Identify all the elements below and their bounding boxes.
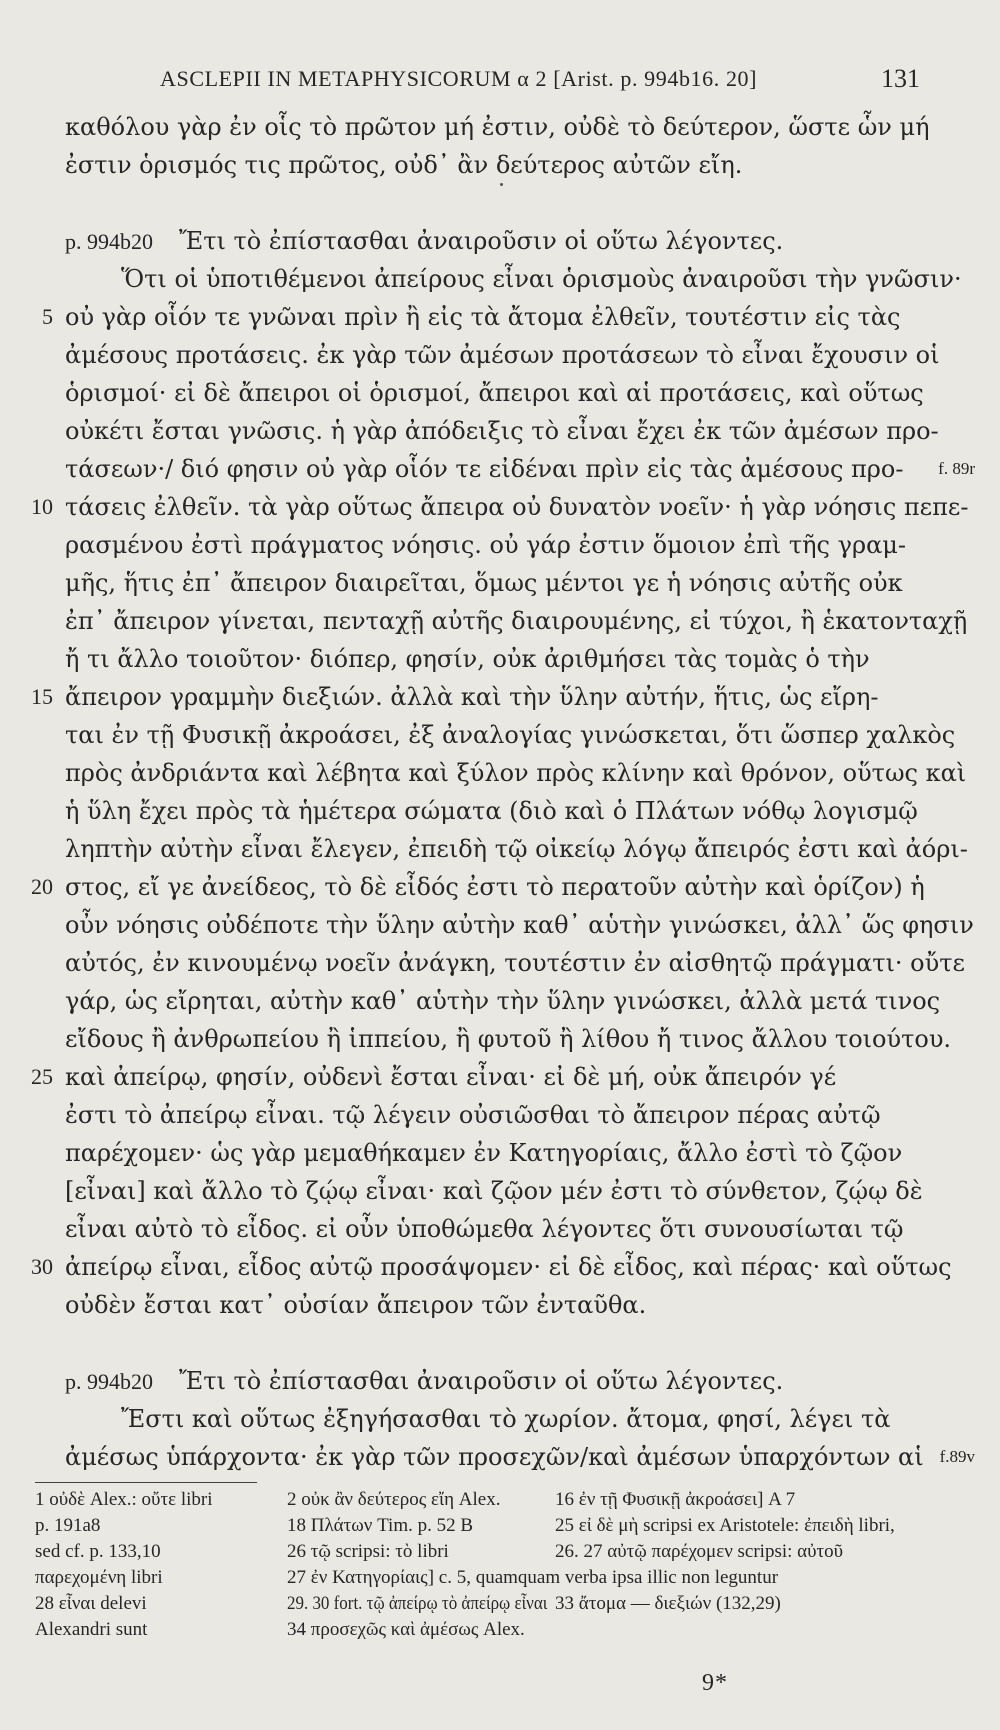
footnote-entry: 34 προσεχῶς καὶ ἀμέσως Alex. (287, 1619, 525, 1640)
running-header (160, 66, 920, 102)
text-line (65, 1134, 905, 1172)
line-text: τάσεων·/ διό φησιν οὐ γὰρ οἷόν τε εἰδέναι πρὶν εἰς τὰς ἀμέσους προ- (65, 455, 904, 483)
line-text: μῆς, ἥτις ἐπ᾽ ἄπειρον διαιρεῖται, ὅμως μέντοι γε ἡ νόησις αὐτῆς οὐκ (65, 569, 903, 597)
footnote-entry: p. 191a8 (35, 1515, 101, 1536)
footnote-line (35, 1565, 915, 1591)
line-text: στος, εἴ γε ἀνείδεος, τὸ δὲ εἶδός ἐστι τὸ περατοῦν αὐτὴν καὶ ὁρίζον) ἡ (65, 873, 925, 901)
text-line (65, 336, 940, 374)
text-line (65, 982, 941, 1020)
text-line (65, 450, 975, 488)
text-line (65, 792, 918, 830)
text-line (42, 298, 905, 336)
folio-marker: f. 89r (938, 459, 975, 478)
footnote-line (35, 1539, 915, 1565)
footnote-line (35, 1617, 915, 1643)
lemma-text: Ἔτι τὸ ἐπίστασθαι ἀναιροῦσιν οἱ οὕτω λέγοντες. (179, 227, 784, 255)
text-line (65, 906, 974, 944)
footnote-entry: sed cf. p. 133,10 (35, 1541, 161, 1562)
text-line (65, 1172, 923, 1210)
footnote-line (35, 1513, 915, 1539)
footnote-entry: 28 εἶναι delevi (35, 1593, 147, 1614)
text-line (65, 830, 968, 868)
text-line (65, 146, 905, 184)
footnote-entry: 25 εἰ δὲ μὴ scripsi ex Aristotele: ἐπειδὴ libri, (555, 1515, 895, 1536)
line-number: 25 (31, 1064, 53, 1089)
line-text: ἀπείρῳ εἶναι, εἶδος αὐτῷ προσάψομεν· εἰ δὲ εἶδος, καὶ πέρας· καὶ οὕτως (65, 1253, 952, 1281)
text-line (65, 1400, 905, 1438)
text-line (65, 1286, 905, 1324)
line-text: ἐστι τὸ ἀπείρῳ εἶναι. τῷ λέγειν οὐσιῶσθαι τὸ ἄπειρον πέρας αὐτῷ (65, 1101, 881, 1129)
footnote-entry: 1 οὐδὲ Alex.: οὔτε libri (35, 1489, 213, 1510)
line-text: ρασμένου ἐστὶ πράγματος νόησις. οὐ γάρ ἐστιν ὅμοιον ἐπὶ τῆς γραμ- (65, 531, 906, 559)
line-text: Ἔστι καὶ οὕτως ἐξηγήσασθαι τὸ χωρίον. ἄτομα, φησί, λέγει τὰ (121, 1405, 891, 1433)
text-line (65, 184, 905, 222)
text-line (65, 1020, 952, 1058)
text-line (31, 868, 925, 906)
footnote-entry: 33 ἄτομα — διεξιών (132,29) (555, 1593, 781, 1614)
running-title: ASCLEPII IN METAPHYSICORUM α 2 [Arist. p. 994b16. 20] (160, 66, 758, 91)
line-number: 20 (31, 874, 53, 899)
line-text: ἡ ὕλη ἔχει πρὸς τὰ ἡμέτερα σώματα (διὸ καὶ ὁ Πλάτων νόθῳ λογισμῷ (65, 797, 918, 825)
line-text: τάσεις ἐλθεῖν. τὰ γὰρ οὕτως ἄπειρα οὐ δυνατὸν νοεῖν· ἡ γὰρ νόησις πεπε- (65, 493, 969, 521)
text-line (65, 754, 967, 792)
line-text: ὁρισμοί· εἰ δὲ ἄπειροι οἱ ὁρισμοί, ἄπειροι καὶ αἱ προτάσεις, καὶ οὕτως (65, 379, 924, 407)
text-line (65, 1096, 905, 1134)
text-line (65, 1324, 905, 1362)
line-text: ἄπειρον γραμμὴν διεξιών. ἀλλὰ καὶ τὴν ὕλην αὐτήν, ἥτις, ὡς εἴρη- (65, 683, 879, 711)
text-line (65, 526, 905, 564)
footnote-line (35, 1591, 915, 1617)
text-line (65, 716, 956, 754)
footnote-entry: 26. 27 αὐτῷ παρέχομεν scripsi: αὐτοῦ (555, 1541, 844, 1562)
line-text: ἀμέσους προτάσεις. ἐκ γὰρ τῶν ἀμέσων προτάσεων τὸ εἶναι ἔχουσιν οἱ (65, 341, 940, 369)
text-line (31, 1058, 905, 1096)
text-line (65, 564, 905, 602)
line-text: καθόλου γὰρ ἐν οἷς τὸ πρῶτον μή ἐστιν, οὐδὲ τὸ δεύτερον, ὥστε ὧν μή (65, 113, 930, 141)
line-text: οὐδὲν ἔσται κατ᾽ οὐσίαν ἄπειρον τῶν ἐνταῦθα. (65, 1291, 647, 1319)
text-line (65, 222, 905, 260)
text-line (65, 1438, 975, 1476)
main-text (31, 108, 975, 1476)
text-line (65, 1362, 905, 1400)
footnote-entry: 2 οὐκ ἂν δεύτερος εἴη Alex. (287, 1489, 501, 1510)
line-text: ἐπ᾽ ἄπειρον γίνεται, πενταχῇ αὐτῆς διαιρουμένης, εἰ τύχοι, ἢ ἑκατονταχῇ (65, 607, 968, 635)
line-text: εἴδους ἢ ἀνθρωπείου ἢ ἱππείου, ἢ φυτοῦ ἢ λίθου ἤ τινος ἄλλου τοιούτου. (65, 1025, 952, 1053)
line-text: Ὅτι οἱ ὑποτιθέμενοι ἀπείρους εἶναι ὁρισμοὺς ἀναιροῦσι τὴν γνῶσιν· (121, 265, 962, 293)
text-line (65, 602, 968, 640)
footnote-rule (35, 1482, 257, 1483)
footnote-entry: 26 τῷ scripsi: τὸ libri (287, 1541, 449, 1562)
apparatus-criticus (35, 1487, 915, 1643)
lemma-text: Ἔτι τὸ ἐπίστασθαι ἀναιροῦσιν οἱ οὕτω λέγοντες. (179, 1367, 784, 1395)
line-number: 5 (42, 304, 53, 329)
text-line (31, 488, 969, 526)
line-text: ληπτὴν αὐτὴν εἶναι ἔλεγεν, ἐπειδὴ τῷ οἰκείῳ λόγῳ ἄπειρός ἐστι καὶ ἀόρι- (65, 835, 968, 863)
aristotle-reference: p. 994b20 (65, 1369, 153, 1394)
text-line (65, 412, 939, 450)
line-text: γάρ, ὡς εἴρηται, αὐτὴν καθ᾽ αὑτὴν τὴν ὕλην γινώσκει, ἀλλὰ μετά τινος (65, 987, 941, 1015)
aristotle-reference: p. 994b20 (65, 229, 153, 254)
text-line (65, 108, 930, 146)
line-text: πρὸς ἀνδριάντα καὶ λέβητα καὶ ξύλον πρὸς κλίνην καὶ θρόνον, οὕτως καὶ (65, 759, 967, 787)
text-line (65, 640, 905, 678)
line-text: ἤ τι ἄλλο τοιοῦτον· διόπερ, φησίν, οὐκ ἀριθμήσει τὰς τομὰς ὁ τὴν (65, 645, 870, 673)
line-text: ται ἐν τῇ Φυσικῇ ἀκροάσει, ἐξ ἀναλογίας γινώσκεται, ὅτι ὥσπερ χαλκὸς (65, 721, 956, 749)
footnote-line (35, 1487, 915, 1513)
line-number: 15 (31, 684, 53, 709)
line-text: ἐστιν ὁρισμός τις πρῶτος, οὐδ᾽ ἂν δεύτερος αὐτῶν εἴη. (65, 151, 743, 179)
line-text: ἀμέσως ὑπάρχοντα· ἐκ γὰρ τῶν προσεχῶν/καὶ ἀμέσων ὑπαρχόντων αἱ (65, 1443, 924, 1471)
footnote-entry: παρεχομένη libri (35, 1567, 163, 1588)
text-line (65, 260, 962, 298)
line-text: καὶ ἀπείρῳ, φησίν, οὐδενὶ ἔσται εἶναι· εἰ δὲ μή, οὐκ ἄπειρόν γέ (65, 1063, 837, 1091)
text-line (65, 944, 965, 982)
line-text: [εἶναι] καὶ ἄλλο τὸ ζῴῳ εἶναι· καὶ ζῷον μέν ἐστι τὸ σύνθετον, ζῴῳ δὲ (65, 1177, 923, 1205)
line-number: 30 (31, 1254, 53, 1279)
text-line (65, 1210, 905, 1248)
text-line (31, 678, 905, 716)
footnote-entry: 16 ἐν τῇ Φυσικῇ ἀκροάσει] A 7 (555, 1489, 796, 1510)
page-number: 131 (881, 64, 920, 93)
footnote-entry: 27 ἐν Κατηγορίαις] c. 5, quamquam verba ipsa illic non leguntur (287, 1567, 779, 1588)
text-line (31, 1248, 952, 1286)
line-text: οὐ γὰρ οἷόν τε γνῶναι πρὶν ἢ εἰς τὰ ἄτομα ἐλθεῖν, τουτέστιν εἰς τὰς (65, 303, 901, 331)
line-text: παρέχομεν· ὡς γὰρ μεμαθήκαμεν ἐν Κατηγορίαις, ἄλλο ἐστὶ τὸ ζῷον (65, 1139, 903, 1167)
text-line (65, 374, 924, 412)
line-text: οὖν νόησις οὐδέποτε τὴν ὕλην αὐτὴν καθ᾽ αὑτὴν γινώσκει, ἀλλ᾽ ὥς φησιν (65, 911, 974, 939)
folio-marker: f.89v (939, 1447, 975, 1466)
footnote-entry: 18 Πλάτων Tim. p. 52 B (287, 1515, 474, 1536)
signature-mark: 9* (702, 1670, 728, 1696)
line-text: εἶναι αὐτὸ τὸ εἶδος. εἰ οὖν ὑποθώμεθα λέγοντες ὅτι συνουσίωται τῷ (65, 1215, 904, 1243)
line-text: οὐκέτι ἔσται γνῶσις. ἡ γὰρ ἀπόδειξις τὸ εἶναι ἔχει ἐκ τῶν ἀμέσων προ- (65, 417, 939, 445)
line-number: 10 (31, 494, 53, 519)
footnote-entry: Alexandri sunt (35, 1619, 148, 1640)
line-text: αὐτός, ἐν κινουμένῳ νοεῖν ἀνάγκη, τουτέστιν ἐν αἰσθητῷ πράγματι· οὔτε (65, 949, 965, 977)
footnote-entry: 29. 30 fort. τῷ ἀπείρῳ τὸ ἀπείρῳ εἶναι (287, 1593, 548, 1614)
